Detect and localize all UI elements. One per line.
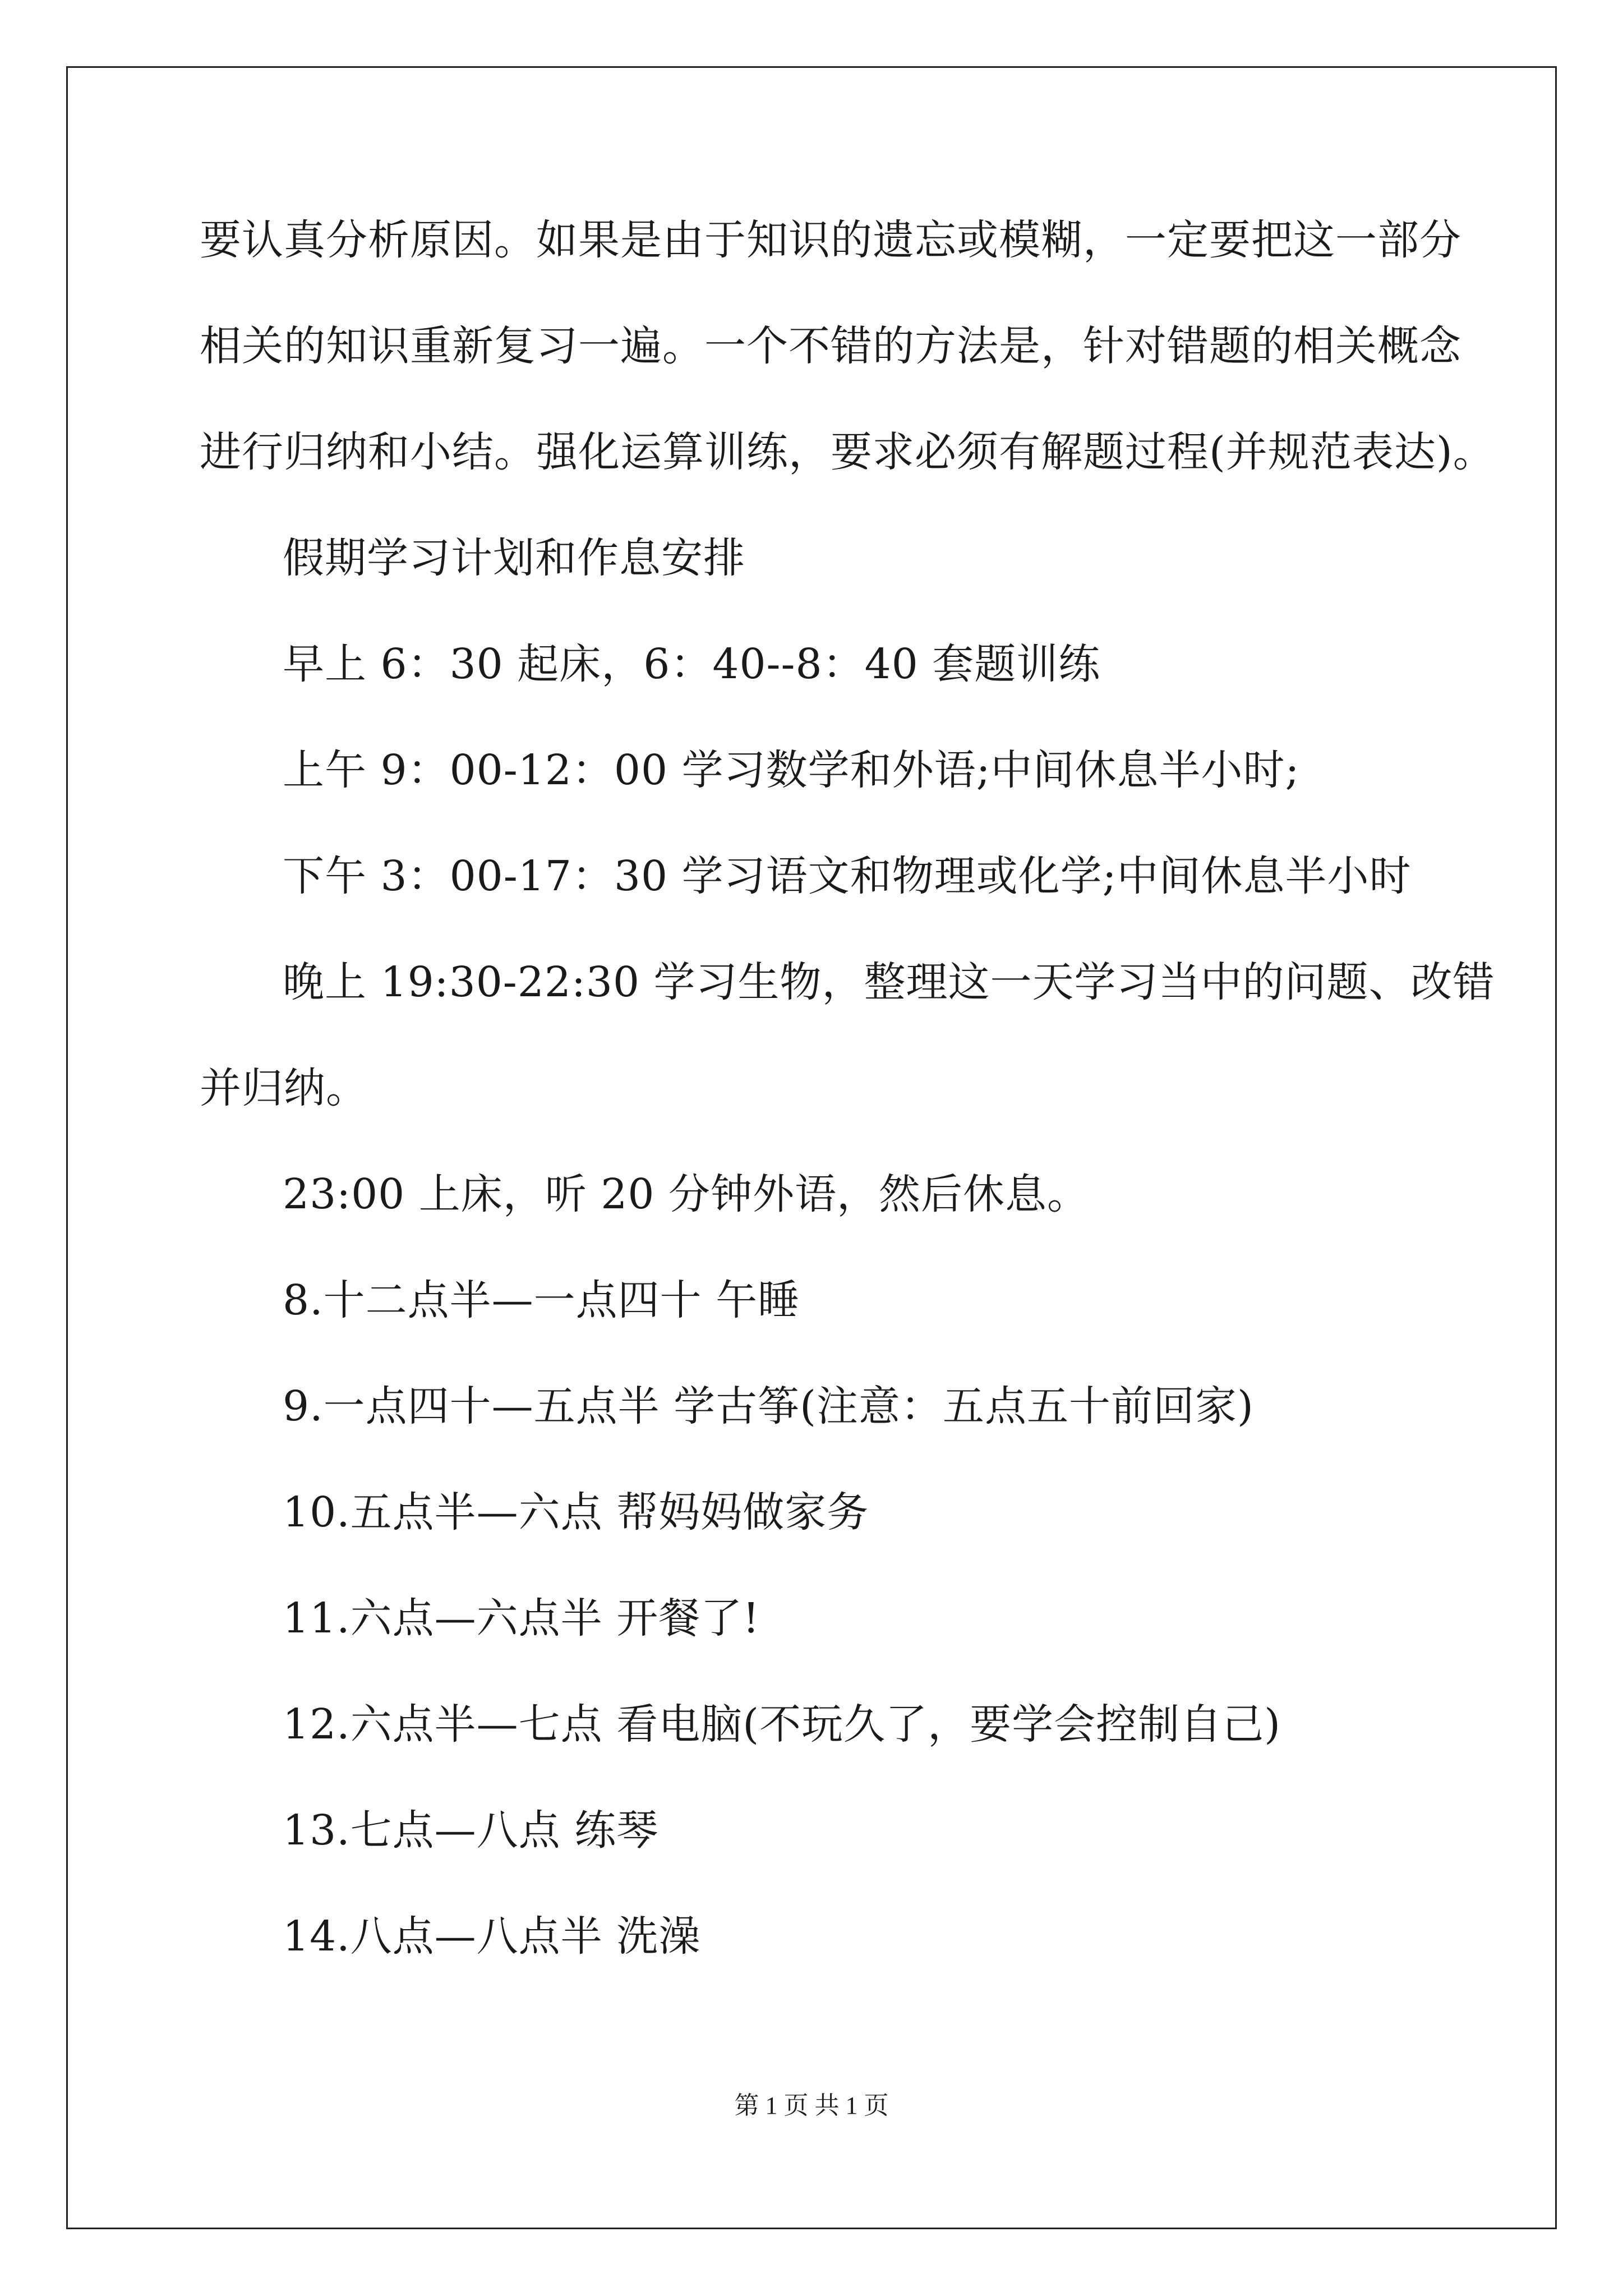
schedule-line: 上午 9：00-12：00 学习数学和外语;中间休息半小时;: [283, 746, 1300, 794]
list-item: 8.十二点半—一点四十 午睡: [283, 1276, 800, 1324]
schedule-line: 晚上 19:30-22:30 学习生物，整理这一天学习当中的问题、改错: [283, 958, 1495, 1006]
paragraph-line: 要认真分析原因。如果是由于知识的遗忘或模糊，一定要把这一部分: [200, 216, 1461, 264]
schedule-line: 下午 3：00-17：30 学习语文和物理或化学;中间休息半小时: [283, 852, 1412, 900]
document-body: [200, 216, 1495, 1961]
schedule-line: 23:00 上床，听 20 分钟外语，然后休息。: [283, 1170, 1089, 1218]
schedule-line-continuation: 并归纳。: [200, 1064, 368, 1112]
list-item: 9.一点四十—五点半 学古筝(注意：五点五十前回家): [283, 1382, 1254, 1430]
list-item: 11.六点—六点半 开餐了!: [283, 1594, 760, 1642]
page-number-footer: 第 1 页 共 1 页: [734, 2092, 889, 2119]
list-item: 12.六点半—七点 看电脑(不玩久了，要学会控制自己): [283, 1700, 1281, 1749]
list-item: 14.八点—八点半 洗澡: [283, 1912, 701, 1961]
list-item: 10.五点半—六点 帮妈妈做家务: [283, 1488, 869, 1536]
schedule-line: 早上 6：30 起床，6：40--8：40 套题训练: [283, 640, 1101, 688]
paragraph-line: 相关的知识重新复习一遍。一个不错的方法是，针对错题的相关概念: [200, 322, 1461, 370]
list-item: 13.七点—八点 练琴: [283, 1806, 659, 1855]
section-heading: 假期学习计划和作息安排: [283, 534, 745, 582]
paragraph-line: 进行归纳和小结。强化运算训练，要求必须有解题过程(并规范表达)。: [200, 428, 1495, 476]
